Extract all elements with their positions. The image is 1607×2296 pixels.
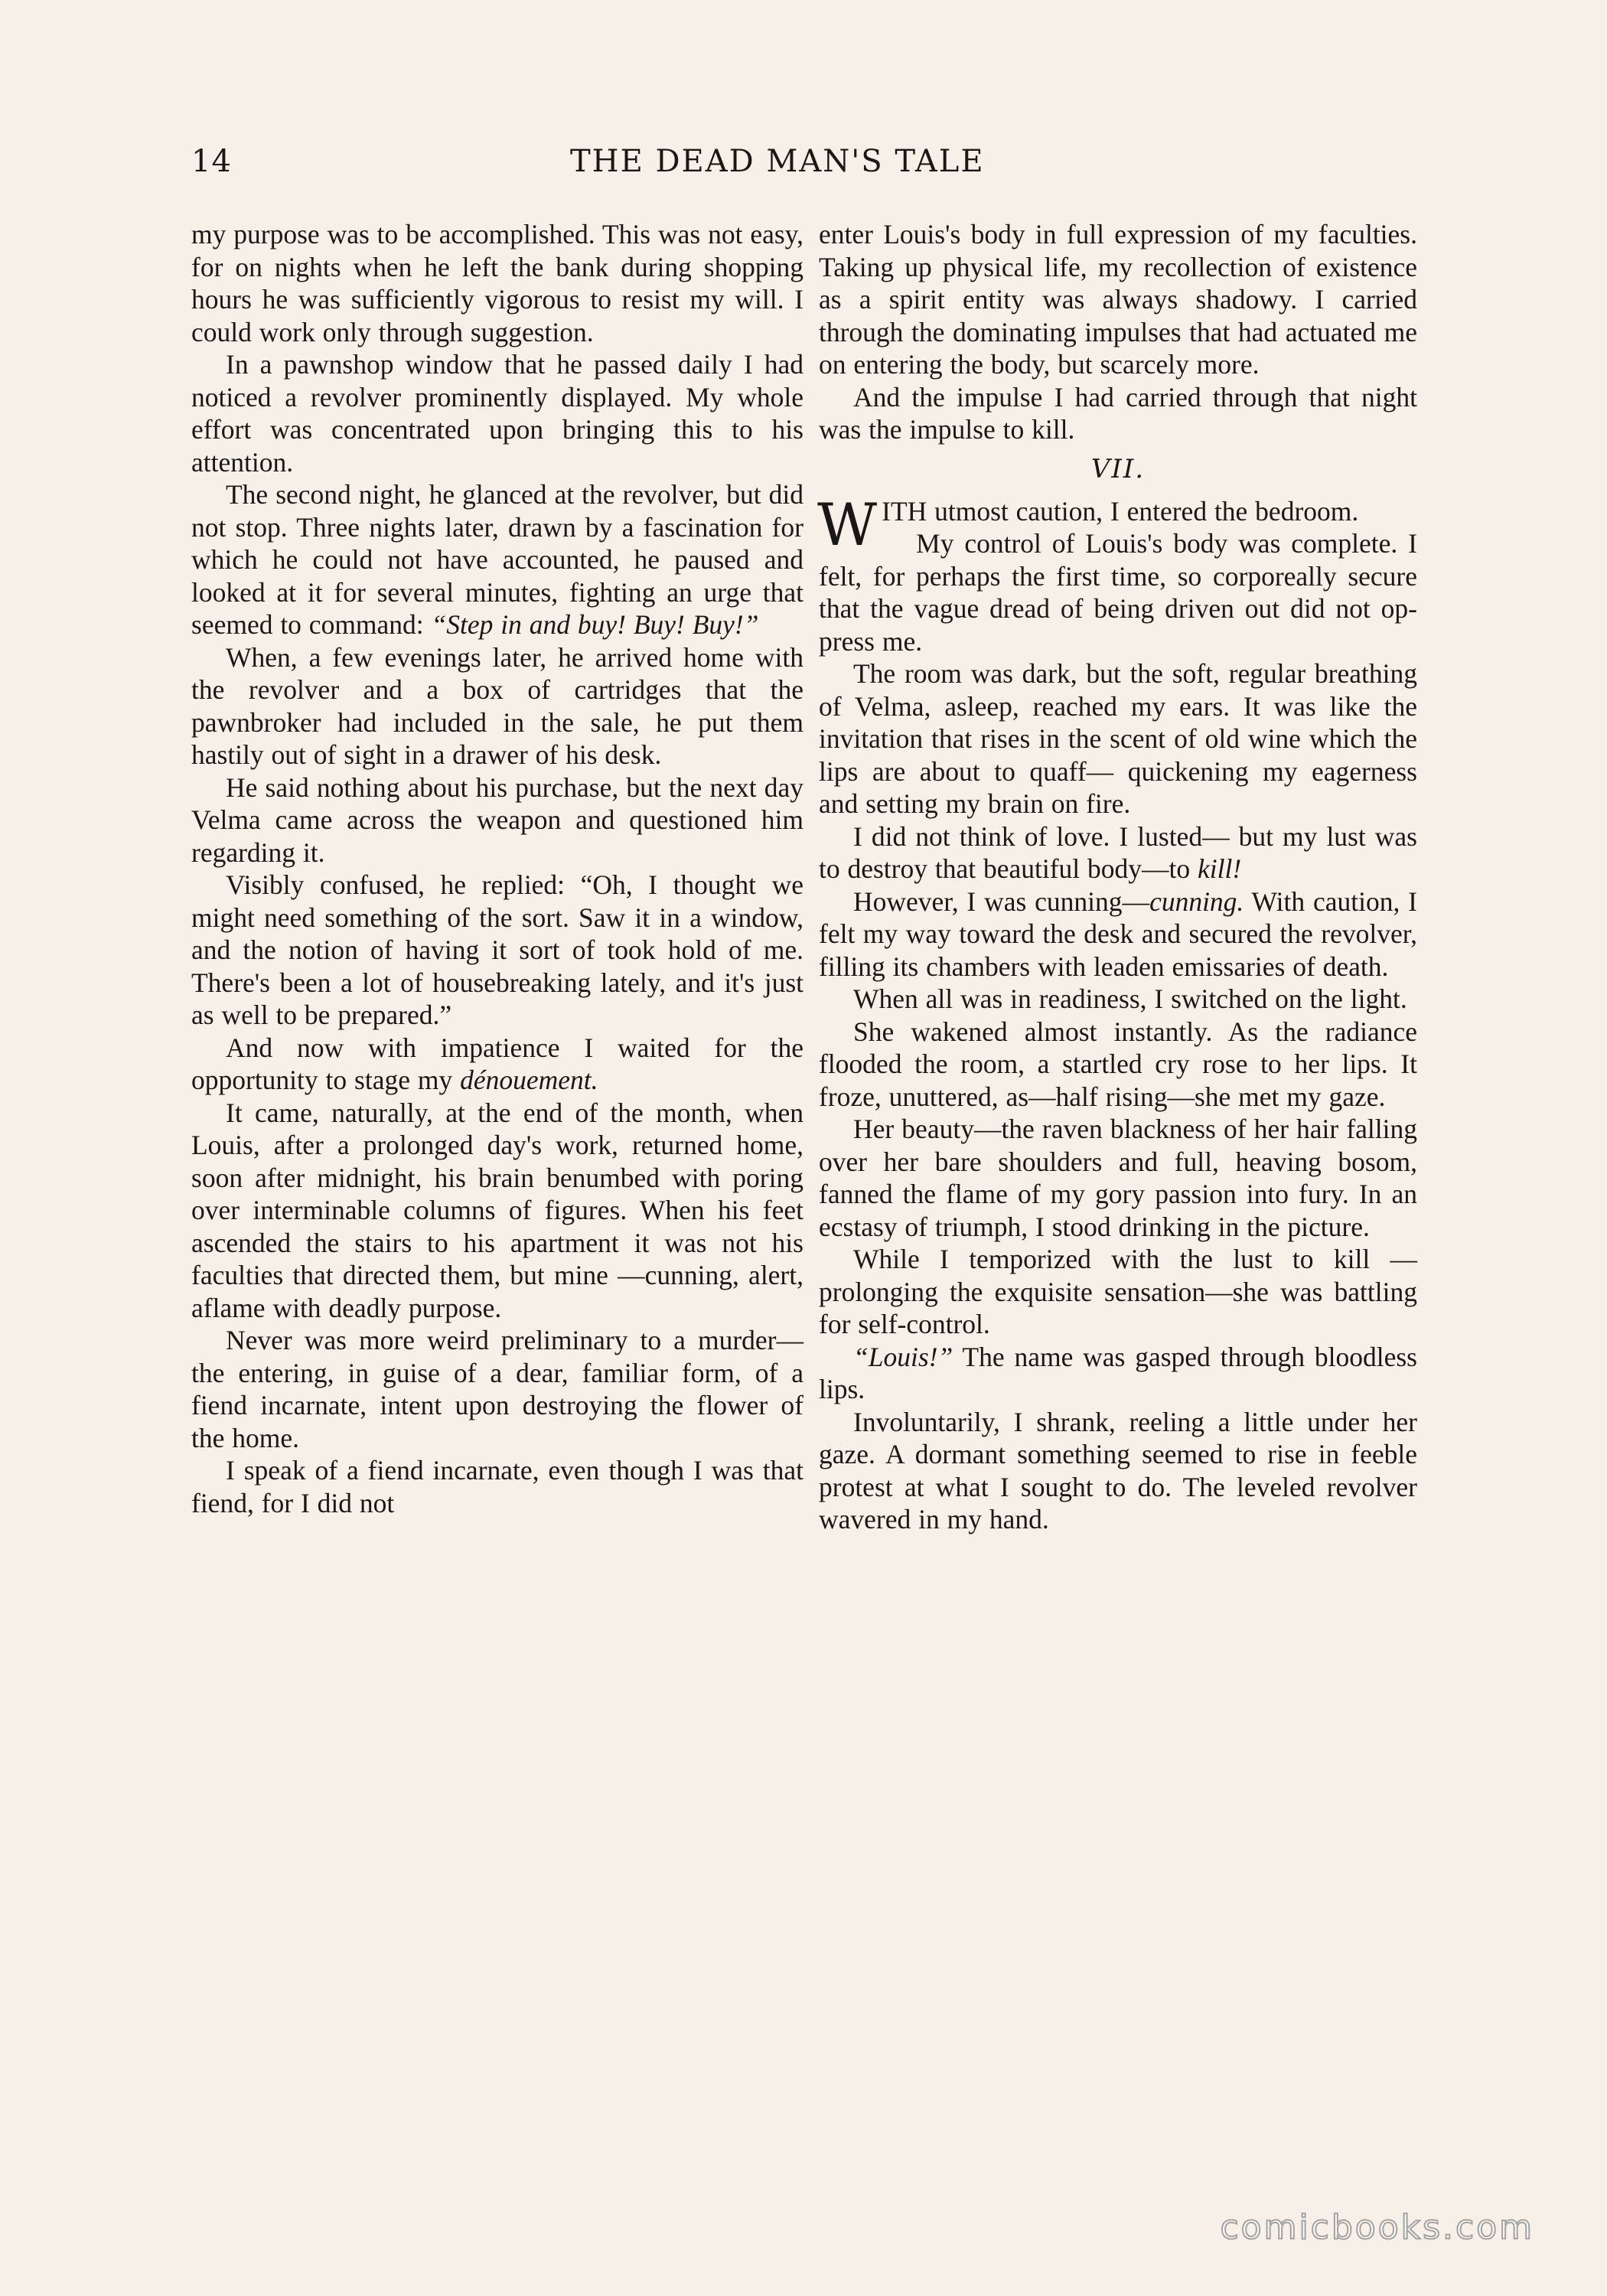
paragraph-text: The name was gasped through bloodless lips. [819,1341,1417,1404]
paragraph: While I temporized with the lust to kill — prolonging the exquisite sensation—she was battling for self-control. [819,1244,1417,1339]
paragraph: When all was in readiness, I switched on the light. [853,983,1407,1014]
paragraph [191,478,804,641]
paragraph: my purpose was to be accomplished. This was not easy, for on nights when he left the bank during shopping hours he was sufficiently vigorous to resist my will. I could work only through suggestion. [191,219,804,347]
paragraph [191,1032,804,1097]
paragraph: The room was dark, but the soft, regular breathing of Velma, asleep, reached my ears. It was like the invitation that rises in the scent of old wine which the lips are about to quaff— quickening my eagerness and setting my brain on fire. [819,658,1417,819]
page-number: 14 [191,144,232,179]
left-column [191,218,804,1519]
paragraph: And the impulse I had carried through that night was the impulse to kill. [819,381,1417,445]
paragraph: enter Louis's body in full expression of my faculties. Taking up physical life, my recollection of existence as a spirit entity was always shadowy. I carried through the dominating impulses that had actuated me on entering the body, but scarcely more. [819,219,1417,380]
watermark: comicbooks.com [1220,2208,1534,2247]
paragraph: Visibly confused, he replied: “Oh, I thought we might need something of the sort. Saw it in a window, and the notion of having it sort of took hold of me. There's been a lot of housebreaking lately, and it's just as well to be prepared.” [191,869,804,1030]
italic-word: kill! [1198,853,1242,884]
paragraph: I speak of a fiend incarnate, even though I was that fiend, for I did not [191,1455,804,1518]
paragraph: In a pawnshop window that he passed daily I had noticed a revolver prominently displayed. My whole effort was concentrated upon bringing this to his attention. [191,349,804,478]
paragraph: When, a few evenings later, he arrived home with the revolver and a box of cartridges that the pawnbroker had included in the sale, he put them hastily out of sight in a drawer of his desk. [191,641,804,770]
paragraph: She wakened almost instantly. As the radiance flooded the room, a startled cry rose to her lips. It froze, unuttered, as—half rising—she met my gaze. [819,1016,1417,1112]
italic-quote: “Louis!” [853,1341,953,1372]
italic-word: dénouement. [460,1065,598,1095]
italic-quote: “Step in and buy! Buy! Buy!” [431,609,759,640]
paragraph: Involuntarily, I shrank, reeling a little under her gaze. A dormant something seemed to rise in feeble protest at what I sought to do. The leveled revolver wavered in my hand. [819,1406,1417,1534]
running-title: THE DEAD MAN'S TALE [570,144,985,179]
paragraph [819,885,1417,983]
paragraph: It came, naturally, at the end of the month, when Louis, after a prolonged day's work, returned home, soon after midnight, his brain benumbed with poring over interminable columns of figures. When his feet ascended the stairs to his apartment it was not his faculties that directed them, but mine —cunning, alert, aflame with deadly purpose. [191,1097,804,1323]
paragraph: My control of Louis's body was complete. I felt, for perhaps the first time, so corporeally secure that the vague dread of being driven out did not oppress me. [819,528,1417,657]
paragraph-text: However, I was cunning— [853,885,1150,917]
paragraph [817,490,1417,559]
paragraph-text: The second night, he glanced at the revolver, but did not stop. Three nights later, drawn by a fascination for which he could not have accounted, he paused and looked at it for several minutes, fighting an urge that seemed to command: [191,479,804,640]
paragraph: Never was more weird preliminary to a murder—the entering, in guise of a dear, familiar form, of a fiend incarnate, intent upon destroying the flower of the home. [191,1325,804,1453]
right-column [819,218,1417,1536]
paragraph-text: I did not think of love. I lusted— but my lust was to destroy that beautiful body—to [819,820,1417,884]
paragraph: He said nothing about his purchase, but the next day Velma came across the weapon and questioned him regarding it. [191,771,804,868]
paragraph-text: ITH utmost caution, I entered the bedroom. [882,495,1359,527]
paragraph [819,820,1417,885]
paragraph [819,1341,1417,1406]
paragraph-text: And now with impatience I waited for the opportunity to stage my [191,1032,804,1095]
italic-word: cunning. [1149,885,1244,917]
paragraph: Her beauty—the raven blackness of her hair falling over her bare shoulders and full, heaving bosom, fanned the flame of my gory passion into fury. In an ecstasy of triumph, I stood drinking in the picture. [819,1114,1417,1242]
drop-cap: W [817,490,878,559]
paragraph-text: With caution, I felt my way toward the desk and secured the revolver, filling its chambers with leaden emissaries of death. [819,885,1418,982]
section-heading: VII. [1090,453,1146,484]
